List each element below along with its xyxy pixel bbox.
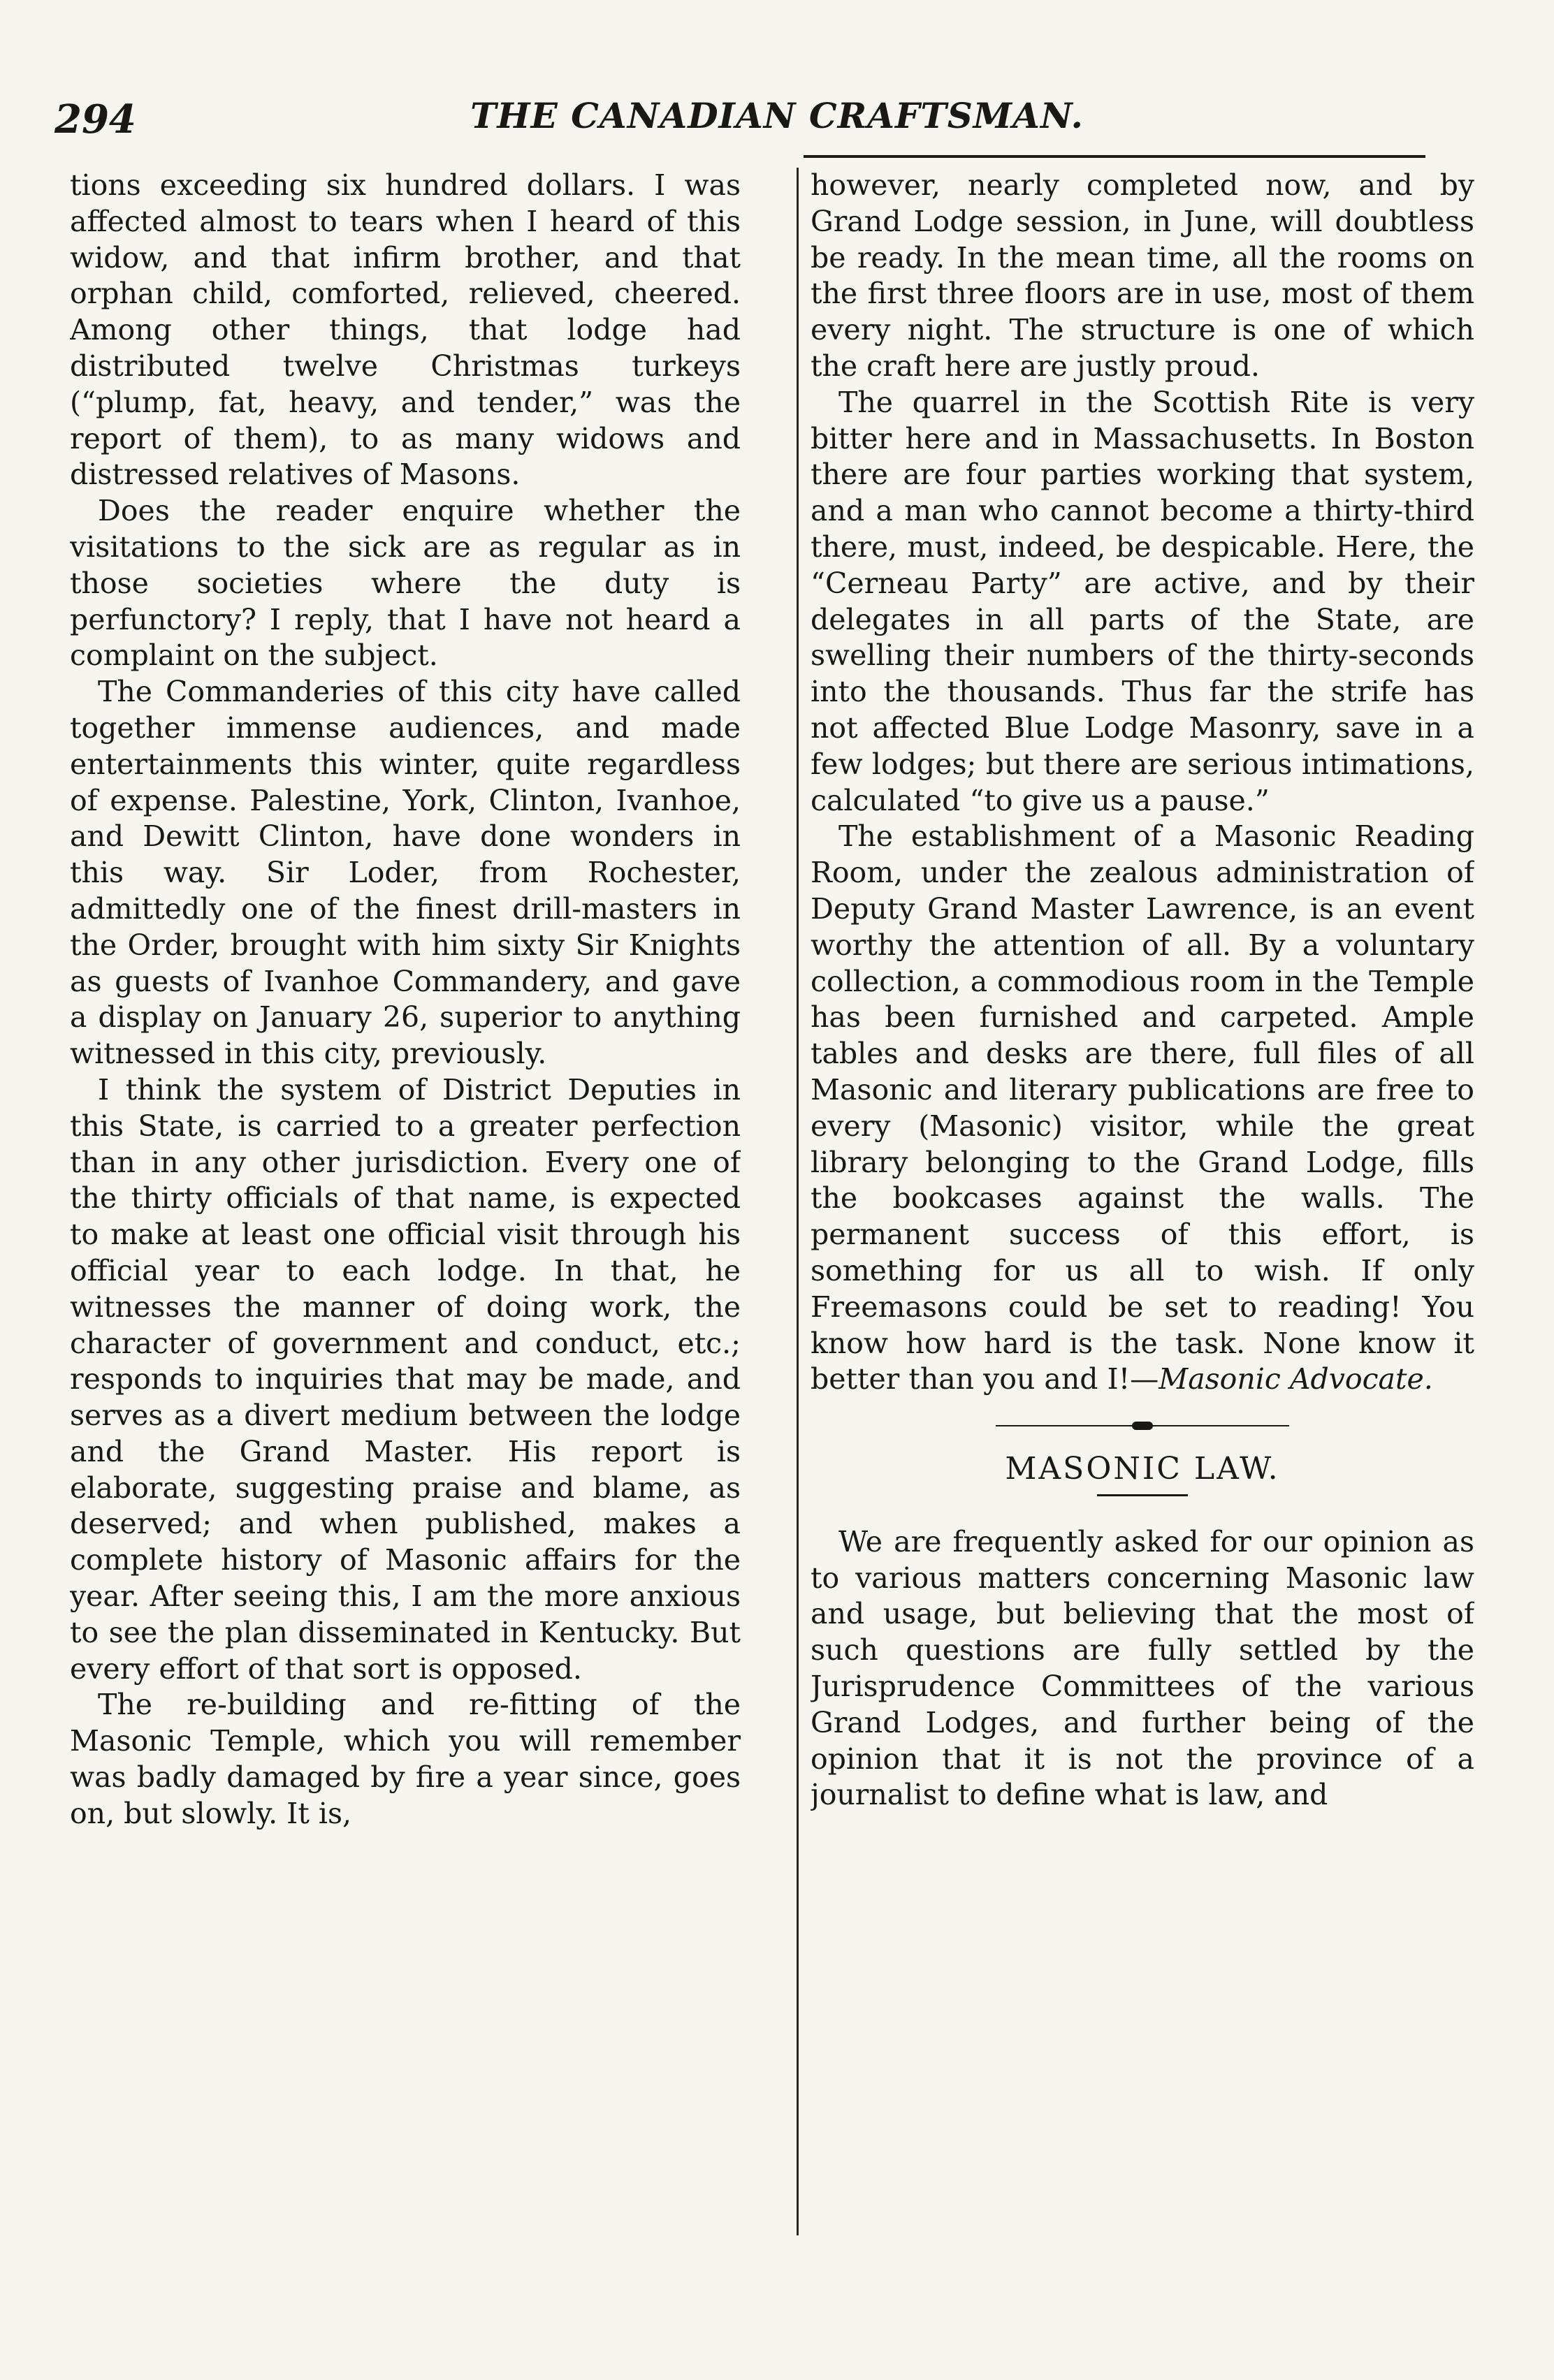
paragraph: tions exceeding six hundred dollars. I was affected almost to tears when I heard of this widow, and that infirm brother, and that orphan child, comforted, relieved, cheered. Among other things, that lodge had distributed twelve Christmas turkeys (“plump, fat, heavy, and tender,” was the report of them), to as many widows and distressed relatives of Masons. bbox=[70, 168, 741, 492]
running-title: THE CANADIAN CRAFTSMAN. bbox=[470, 95, 1084, 136]
paragraph: I think the system of District Deputies in this State, is carried to a greater perfection than in any other jurisdiction. Every one of the thirty officials of that name, is expected to make at least one official visit through his official year to each lodge. In that, he witnesses the manner of doing work, the character of government and conduct, etc.; responds to inquiries that may be made, and serves as a divert medium between the lodge and the Grand Master. His report is elaborate, suggesting praise and blame, as deserved; and when published, makes a complete history of Masonic affairs for the year. After seeing this, I am the more anxious to see the plan disseminated in Kentucky. But every effort of that sort is opposed. bbox=[70, 1072, 741, 1686]
paragraph: Does the reader enquire whether the visitations to the sick are as regular as in those societies where the duty is perfunctory? I reply, that I have not heard a complaint on the subject. bbox=[70, 494, 741, 673]
page-number: 294 bbox=[55, 96, 136, 143]
section-heading-rule bbox=[1097, 1494, 1188, 1496]
paragraph-with-source bbox=[811, 819, 1474, 1398]
paragraph-text: The establishment of a Masonic Reading Room, under the zealous administration of Deputy Grand Master Lawrence, is an event worthy the attention of all. By a voluntary collection, a commodious room in the Temple has been furnished and carpeted. Ample tables and desks are there, full files of all Masonic and literary publications are free to every (Masonic) visitor, while the great library belonging to the Grand Lodge, fills the bookcases against the walls. The permanent success of this effort, is something for us all to wish. If only Freemasons could be set to reading! You know how hard is the task. None know it better than you and I!— bbox=[811, 819, 1474, 1396]
paragraph: The quarrel in the Scottish Rite is very bitter here and in Massachusetts. In Boston there are four parties working that system, and a man who cannot become a thirty-third there, must, indeed, be despicable. Here, the “Cerneau Party” are active, and by their delegates in all parts of the State, are swelling their numbers of the thirty-seconds into the thousands. Thus far the strife has not affected Blue Lodge Masonry, save in a few lodges; but there are serious intimations, calculated “to give us a pause.” bbox=[811, 385, 1474, 817]
paragraph: The Commanderies of this city have called together immense audiences, and made entertainments this winter, quite regardless of expense. Palestine, York, Clinton, Ivanhoe, and Dewitt Clinton, have done wonders in this way. Sir Loder, from Rochester, admittedly one of the finest drill-masters in the Order, brought with him sixty Sir Knights as guests of Ivanhoe Commandery, and gave a display on January 26, superior to anything witnessed in this city, previously. bbox=[70, 675, 741, 1071]
left-column bbox=[70, 168, 741, 2235]
paragraph: We are frequently asked for our opinion as to various matters concerning Masonic law and usage, but believing that the most of such questions are fully settled by the Jurisprudence Committees of the various Grand Lodges, and further being of the opinion that it is not the province of a journalist to define what is law, and bbox=[811, 1524, 1474, 1812]
header-rule bbox=[804, 155, 1425, 158]
paragraph: however, nearly completed now, and by Grand Lodge session, in June, will doubtless be ready. In the mean time, all the rooms on the first three floors are in use, most of them every night. The structure is one of which the craft here are justly proud. bbox=[811, 168, 1474, 383]
section-heading: MASONIC LAW. bbox=[1005, 1451, 1280, 1487]
right-column bbox=[811, 168, 1474, 2235]
paragraph: The re-building and re-fitting of the Masonic Temple, which you will remember was badly damaged by fire a year since, goes on, but slowly. It is, bbox=[70, 1688, 741, 1830]
source-attribution: Masonic Advocate. bbox=[1159, 1362, 1433, 1396]
column-divider bbox=[797, 168, 799, 2235]
section-ornament bbox=[996, 1422, 1289, 1430]
